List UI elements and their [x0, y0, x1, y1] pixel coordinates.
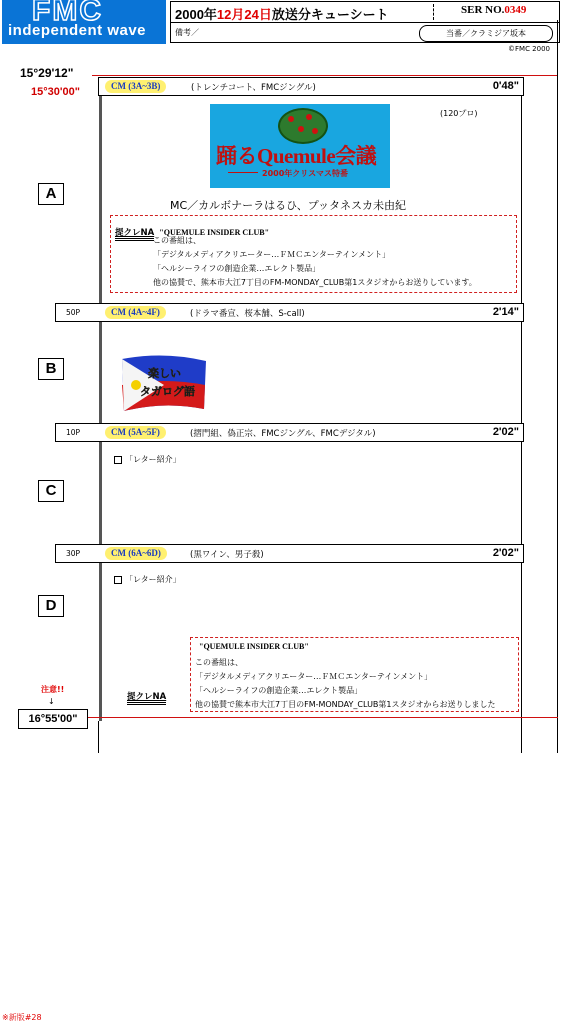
- checkbox-icon: [114, 456, 122, 464]
- sponsor-credit-box-d: [190, 637, 519, 712]
- sponsor-label-d: 提クレNA: [127, 690, 166, 705]
- down-arrow-icon: ↓: [48, 697, 55, 706]
- end-red-line: [88, 717, 558, 718]
- flag-text-bottom: タガログ語: [140, 385, 195, 398]
- logo-tagline: independent wave: [8, 22, 147, 39]
- flag-text-top: 楽しい: [148, 367, 181, 380]
- cm-row-1: [98, 77, 524, 96]
- section-c-label: C: [38, 480, 64, 502]
- cm-row-3: [55, 423, 524, 442]
- banner-subtitle: 2000年クリスマス特番: [262, 169, 348, 178]
- cm-description: (ドラマ番宣、桜本舗、S-call): [190, 309, 305, 319]
- section-b-label: B: [38, 358, 64, 380]
- letter-intro-c: [114, 454, 181, 465]
- cm-description: (摺門組、偽正宗、FMCジングル、FMCデジタル): [190, 429, 376, 439]
- sponsor-line: 「ヘルシーライフの創造企業…エレクト製品」: [195, 686, 363, 695]
- cm-duration: 2'02": [492, 547, 519, 559]
- pro-note: (120プロ): [440, 109, 478, 118]
- timeline-left-rule: [98, 721, 99, 753]
- cm-description: (トレンチコート、FMCジングル): [191, 83, 316, 93]
- cm-row-4: [55, 544, 524, 563]
- cm-position: 50P: [66, 308, 81, 317]
- notes-field: 備考／: [175, 28, 199, 37]
- tagalog-flag-image: [118, 353, 210, 415]
- fmc-logo: [2, 0, 166, 44]
- sponsor-line: 他の協賛で熊本市大江7丁目のFM-MONDAY_CLUB第1スタジオからお送りしました: [195, 700, 496, 709]
- caution-note: 注意!!: [41, 685, 65, 694]
- sponsor-line: 他の協賛で、熊本市大江7丁目のFM-MONDAY_CLUB第1スタジオからお送りしています。: [153, 278, 477, 287]
- banner-rule: [228, 172, 258, 173]
- wreath-icon: [278, 108, 328, 144]
- header-divider: [433, 4, 434, 20]
- banner-title: 踊るQuemule会議: [216, 144, 377, 168]
- ser-label: SER NO.: [461, 4, 505, 16]
- end-time: 16°55'00": [18, 709, 88, 729]
- ser-value: 0349: [504, 4, 527, 16]
- cm-row-2: [55, 303, 524, 322]
- duty-person-badge: 当番／クラミジア坂本: [419, 25, 553, 42]
- cm-label: CM (4A~4F): [105, 306, 166, 319]
- letter-intro-label: 「レター紹介」: [125, 455, 181, 464]
- start-red-line: [92, 75, 558, 76]
- page-title: [175, 4, 389, 23]
- cm-label: CM (6A~6D): [105, 547, 167, 560]
- serial-number: [461, 4, 526, 16]
- cm-position: 10P: [66, 428, 81, 437]
- sponsor-line: この番組は、: [153, 236, 201, 245]
- cm-duration: 2'02": [492, 426, 519, 438]
- sponsor-line: この番組は、: [195, 658, 243, 667]
- title-text: 放送分キューシート: [271, 7, 389, 22]
- right-rule-outer: [557, 20, 558, 753]
- logo-mark: FMC: [32, 0, 103, 27]
- title-year: 2000年: [175, 7, 217, 22]
- sponsor-line: 「デジタルメディアクリエーター…ＦＭＣエンターテインメント」: [153, 250, 391, 259]
- copyright: ©FMC 2000: [508, 45, 550, 53]
- title-date: 12月24日: [216, 7, 272, 22]
- sponsor-line: 「ヘルシーライフの創造企業…エレクト製品」: [153, 264, 321, 273]
- checkbox-icon: [114, 576, 122, 584]
- sponsor-credit-box-a: [110, 215, 517, 293]
- sponsor-club-title: "QUEMULE INSIDER CLUB": [199, 642, 309, 651]
- sponsor-line: 「デジタルメディアクリエーター…ＦＭＣエンターテインメント」: [195, 672, 433, 681]
- letter-intro-d: [114, 574, 181, 585]
- cm-duration: 2'14": [492, 306, 519, 318]
- timeline-bar: [99, 96, 102, 721]
- footer-version: ※新版#28: [2, 1013, 42, 1022]
- mc-names: MC／カルボナーラはるひ、プッタネスカ未由紀: [170, 199, 406, 212]
- cm-duration: 0'48": [492, 80, 519, 92]
- cue-sheet-header: [170, 1, 560, 43]
- start-time-red: 15°30'00": [31, 86, 80, 98]
- sponsor-label: 提クレNA: [115, 228, 154, 241]
- cm-description: (黒ワイン、男子殺): [190, 550, 264, 560]
- letter-intro-label: 「レター紹介」: [125, 575, 181, 584]
- right-rule-inner: [521, 78, 522, 753]
- cm-label: CM (3A~3B): [105, 80, 166, 93]
- section-d-label: D: [38, 595, 64, 617]
- section-a-label: A: [38, 183, 64, 205]
- header-rule: [171, 22, 559, 23]
- cm-label: CM (5A~5F): [105, 426, 166, 439]
- sponsor-club-title: "QUEMULE INSIDER CLUB": [159, 228, 270, 237]
- start-time: 15°29'12": [20, 66, 74, 80]
- quemule-banner: [210, 104, 390, 188]
- cm-position: 30P: [66, 549, 81, 558]
